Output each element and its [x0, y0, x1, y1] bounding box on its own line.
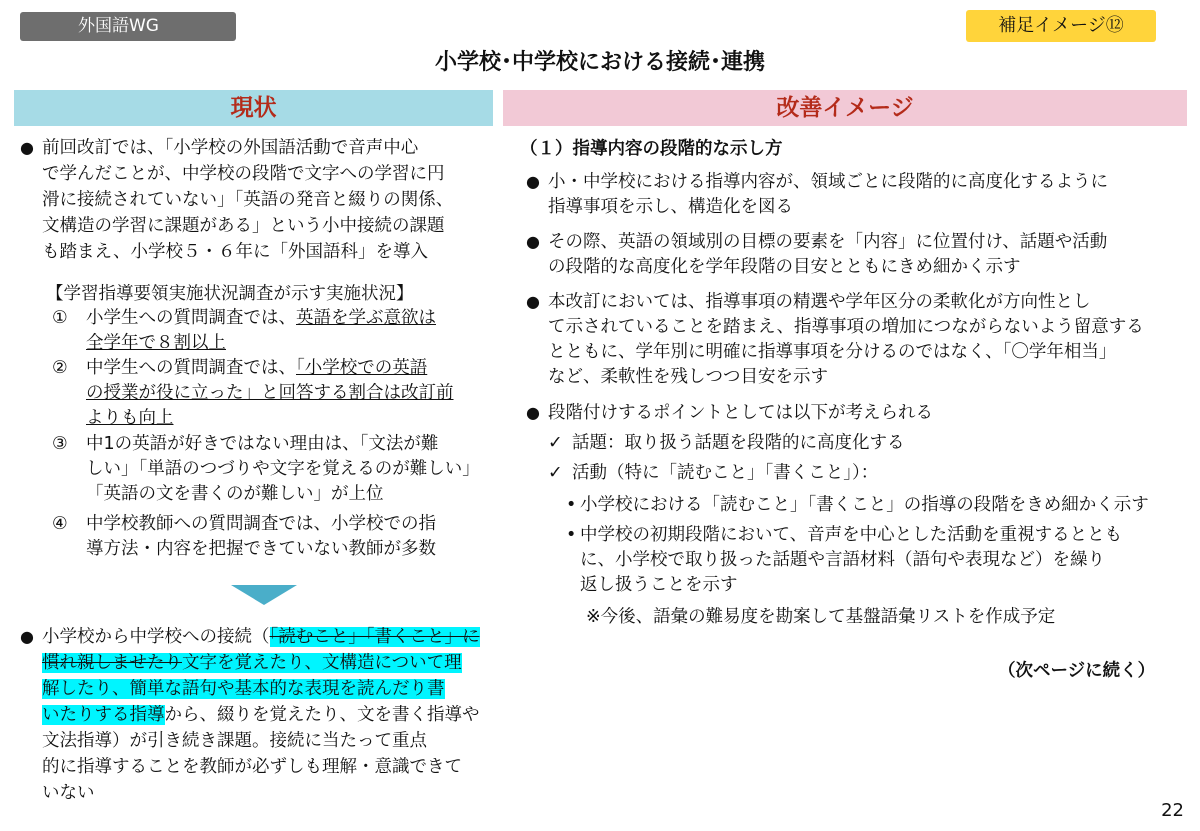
item-line: 中1の英語が好きではない理由は、「文法が難 [86, 434, 439, 454]
intro-line: も踏まえ、小学校５・６年に「外国語科」を導入 [42, 242, 429, 262]
bullet-line: 本改訂においては、指導事項の精選や学年区分の柔軟化が方向性とし [548, 292, 1091, 312]
item-number: ② [52, 358, 68, 378]
item-number: ③ [52, 434, 68, 454]
improvement-header: 改善イメージ [503, 90, 1187, 126]
bullet-line: 指導事項を示し、構造化を図る [548, 197, 793, 217]
intro-line: で学んだことが、中学校の段階で文字への学習に円 [42, 164, 445, 184]
item-number: ④ [52, 514, 68, 534]
bullet-icon: ● [526, 232, 540, 251]
item-line [86, 306, 436, 330]
bullet-line: の段階的な高度化を学年段階の目安とともにきめ細かく示す [548, 257, 1021, 277]
bullet-line: など、柔軟性を残しつつ目安を示す [548, 367, 828, 387]
check-icon: ✓ [548, 433, 563, 453]
intro-line: 滑に接続されていない」「英語の発音と綴りの関係、 [42, 190, 454, 210]
item-text: 小学生への質問調査では、 [86, 308, 296, 328]
sub-item-line: 返し扱うことを示す [580, 575, 738, 595]
bullet-line: て示されていることを踏まえ、指導事項の増加につながらないよう留意する [548, 317, 1144, 337]
connection-line [42, 651, 462, 675]
underlined-text: と回答する割合は改訂前 [261, 383, 454, 403]
connection-line [42, 625, 480, 649]
dot-icon: • [566, 495, 577, 515]
item-text: 中学生への質問調査では、 [86, 358, 296, 378]
item-number: ① [52, 308, 68, 328]
check-icon: ✓ [548, 463, 563, 483]
bullet-icon: ● [526, 403, 540, 422]
highlighted-text: 解したり、簡単な語句や基本的な表現を読んだり書 [42, 679, 445, 699]
underlined-text: の授業が役に立った」 [86, 383, 261, 403]
slide-title: 小学校･中学校における接続･連携 [434, 50, 765, 75]
deleted-text: 慣れ親しませたり [42, 653, 182, 673]
bullet-icon: ● [20, 138, 34, 157]
underlined-text: 「小学校での英語 [296, 358, 428, 378]
deleted-text: 「読むこと」「書くこと」に [269, 627, 480, 647]
connection-text: 小学校から中学校への接続（ [42, 627, 270, 647]
sub-item-line: 中学校の初期段階において、音声を中心とした活動を重視するととも [580, 525, 1123, 545]
underlined-text: よりも向上 [86, 408, 174, 428]
supplement-tag: 補足イメージ⑫ [966, 10, 1156, 42]
connection-text: から、綴りを覚えたり、文を書く指導や [164, 705, 480, 725]
underlined-text: 全学年で８割以上 [86, 333, 226, 353]
sub-item-line: 小学校における「読むこと」「書くこと」の指導の段階をきめ細かく示す [580, 495, 1149, 515]
sub-item-line: に、小学校で取り扱った話題や言語材料（語句や表現など）を繰り [580, 550, 1105, 570]
bullet-icon: ● [20, 627, 34, 646]
connection-line: いない [42, 783, 95, 803]
bullet-icon: ● [526, 172, 540, 191]
intro-line: 前回改訂では、「小学校の外国語活動で音声中心 [42, 138, 419, 158]
bullet-line: 小・中学校における指導内容が、領域ごとに段階的に高度化するように [548, 172, 1108, 192]
current-status-header: 現状 [14, 90, 493, 126]
connection-line: 文法指導）が引き続き課題。接続に当たって重点 [42, 731, 427, 751]
item-line [86, 356, 427, 380]
survey-title: 【学習指導要領実施状況調査が示す実施状況】 [46, 284, 414, 304]
underlined-text: 英語を学ぶ意欲は [296, 308, 436, 328]
connection-line: 的に指導することを教師が必ずしも理解・意識できて [42, 757, 462, 777]
page-number: 22 [1161, 800, 1184, 821]
item-line: 中学校教師への質問調査では、小学校での指 [86, 514, 436, 534]
wg-label-tag: 外国語WG [20, 12, 236, 41]
continued-label: （次ページに続く） [998, 661, 1156, 681]
bullet-line: とともに、学年別に明確に指導事項を分けるのではなく、「〇学年相当」 [548, 342, 1117, 362]
note-text: ※今後、語彙の難易度を勘案して基盤語彙リストを作成予定 [586, 607, 1056, 627]
dot-icon: • [566, 525, 577, 545]
item-line: 「英語の文を書くのが難しい」が上位 [86, 484, 384, 504]
item-line: しい」「単語のつづりや文字を覚えるのが難しい」 [86, 459, 480, 479]
bullet-line: 段階付けするポイントとしては以下が考えられる [548, 403, 933, 423]
item-line [86, 381, 454, 405]
connection-line [42, 677, 445, 701]
intro-line: 文構造の学習に課題がある」という小中接続の課題 [42, 216, 445, 236]
item-line: 導方法・内容を把握できていない教師が多数 [86, 539, 436, 559]
bullet-icon: ● [526, 292, 540, 311]
highlighted-text: いたりする指導 [42, 705, 165, 725]
connection-line [42, 703, 480, 727]
check-text: 話題：取り扱う話題を段階的に高度化する [572, 433, 905, 453]
down-arrow-icon [231, 585, 297, 605]
highlighted-text: 文字を覚えたり、文構造について理 [182, 653, 462, 673]
bullet-line: その際、英語の領域別の目標の要素を「内容」に位置付け、話題や活動 [548, 232, 1108, 252]
check-text: 活動（特に「読むこと」「書くこと」）： [572, 463, 879, 483]
section-subtitle: （１）指導内容の段階的な示し方 [520, 139, 783, 159]
